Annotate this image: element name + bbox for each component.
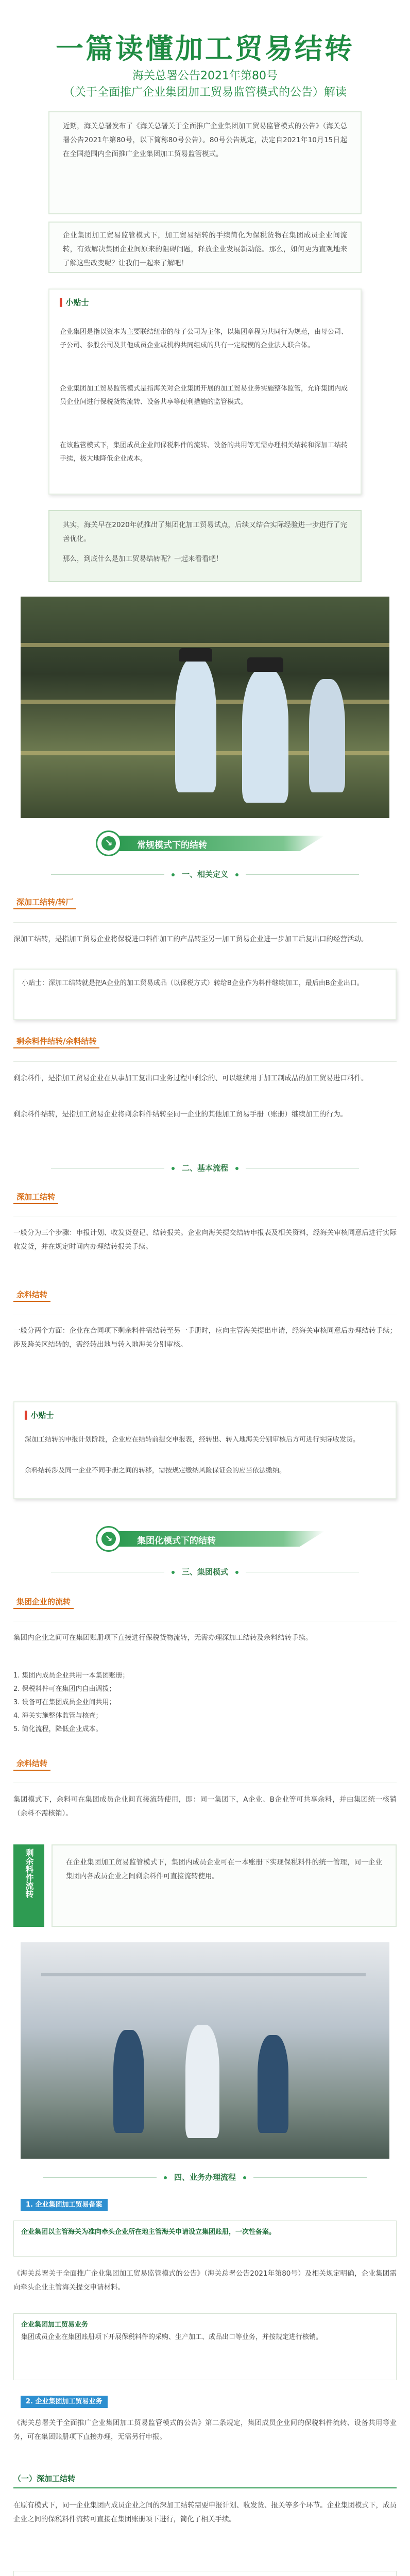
remaining-flow-box <box>52 1844 397 1927</box>
def-remaining-text: 剩余料件，是指加工贸易企业在从事加工复出口业务过程中剩余的、可以继续用于加工制成品的加工贸易进口料件。 <box>13 1074 368 1082</box>
step-1-text: 《海关总署关于全面推广企业集团加工贸易监管模式的公告》（海关总署公告2021年第80号）及相关规定明确，企业集团需向牵头企业主管海关提交申请材料。 <box>13 2269 397 2292</box>
warehouse-photo <box>21 1942 389 2159</box>
label-process-deep: 深加工结转 <box>13 1190 58 1204</box>
deep-processing-tip <box>13 969 397 1020</box>
step-3-text: 在原有模式下，同一企业集团内成员企业之间的深加工结转需要申报计划、收发货、报关等多个环节。企业集团模式下，成员企业之间的保税料件流转可直接在集团账册项下进行，简化了相关手续。 <box>13 2501 397 2523</box>
tips-heading: ▍小贴士 <box>60 298 89 307</box>
subtitle-line-2: （关于全面推广企业集团加工贸易监管模式的公告）解读 <box>63 86 347 99</box>
group-list-item: 4. 海关实施整体监管与核查； <box>13 1712 102 1720</box>
group-remaining-text: 集团模式下，余料可在集团成员企业间直接流转使用，即：同一集团下，A企业、B企业等可共享余料，并由集团统一核销（余料不需核销）。 <box>13 1795 397 1818</box>
subsection-definitions: 一、相关定义 <box>0 869 410 879</box>
subtitle-line-1: 海关总署公告2021年第80号 <box>132 70 278 82</box>
intro-box-2 <box>48 222 362 273</box>
section-1-header: ↘ 常规模式下的结转 <box>88 829 324 858</box>
process-deep-text: 一般分为三个步骤：申报计划、收发货登记、结转报关。企业向海关提交结转申报表及相关资料，经海关审核同意后进行实际收发货，并在规定时间内办理结转报关手续。 <box>13 1229 397 1251</box>
step-1-bold-box: 企业集团以主管海关为准向牵头企业所在地主管海关申请设立集团账册，一次性备案。 <box>13 2221 397 2257</box>
bookmark-icon: ▍ <box>25 1411 31 1420</box>
process-tips-box <box>13 1401 397 1499</box>
label-process-remaining: 余料结转 <box>13 1288 50 1302</box>
label-remaining-materials: 剩余料件结转/余料结转 <box>13 1035 99 1048</box>
customs-inspection-photo <box>21 597 389 818</box>
tip-box <box>48 510 362 582</box>
deep-processing-tip-text: 小贴士：深加工结转就是把A企业的加工贸易成品（以保税方式）转给B企业作为料件继续加工，最后由B企业出口。 <box>22 979 364 987</box>
subsection-group-mode: 三、集团模式 <box>0 1566 410 1577</box>
intro-box <box>48 111 362 214</box>
label-group-remaining: 余料结转 <box>13 1757 50 1771</box>
tips-paragraph-3: 在该监管模式下，集团成员企业间保税料件的流转、设备的共用等无需办理相关结转和深加工结转手续，极大地降低企业成本。 <box>60 442 348 463</box>
group-list-item: 1. 集团内成员企业共用一本集团账册； <box>13 1672 129 1680</box>
def-deep-processing-text: 深加工结转，是指加工贸易企业将保税进口料件加工的产品转至另一加工贸易企业进一步加工后复出口的经营活动。 <box>13 935 368 943</box>
step-1-business-box: 企业集团加工贸易业务 集团成员企业在集团账册项下开展保税料件的采购、生产加工、成品出口等业务，并按规定进行核销。 <box>13 2313 397 2380</box>
group-enterprise-text: 集团内企业之间可在集团账册项下直接进行保税货物流转，无需办理深加工结转及余料结转手续。 <box>13 1634 313 1642</box>
step-3-reminder-box <box>13 2571 397 2576</box>
remaining-flow-tag: 剩余料件流转 <box>13 1844 44 1927</box>
process-remaining-text: 一般分两个方面：企业在合同项下剩余料件需结转至另一手册时，应向主管海关提出申请，经海关审核同意后办理结转手续；涉及跨关区结转的，需经转出地与转入地海关分别审核。 <box>13 1327 397 1349</box>
process-tips-p1: 深加工结转的申报计划阶段，企业应在结转前提交申报表，经转出、转入地海关分别审核后方可进行实际收发货。 <box>25 1436 360 1444</box>
intro-text: 近期，海关总署发布了《海关总署关于全面推广企业集团加工贸易监管模式的公告》（海关总署公告2021年第80号，以下简称80号公告）。80号公告规定，决定自2021年10月15日起在全国范围内全面推广企业集团加工贸易监管模式。 <box>63 122 347 158</box>
subsection-basic-process: 二、基本流程 <box>0 1162 410 1173</box>
group-list-item: 3. 设备可在集团成员企业间共用； <box>13 1699 116 1706</box>
page-title: 一篇读懂加工贸易结转 <box>56 32 354 65</box>
section-1-icon: ↘ <box>101 836 116 851</box>
step-2-text: 《海关总署关于全面推广企业集团加工贸易监管模式的公告》第二条规定，集团成员企业间的保税料件流转、设备共用等业务，可在集团账册项下直接办理，无需另行申报。 <box>13 2419 397 2441</box>
intro-text-2: 企业集团加工贸易监管模式下，加工贸易结转的手续简化为保税货物在集团成员企业间流转，有效解决集团企业间原来的阻碍问题，释放企业发展新动能。那么，如何更为直观地来了解这些改变呢？让我们一起来了解吧！ <box>63 231 347 267</box>
remaining-flow-text: 在企业集团加工贸易监管模式下，集团内成员企业可在一本账册下实现保税料件的统一管理，同一企业集团内各成员企业之间剩余料件可直接流转使用。 <box>66 1858 382 1880</box>
label-group-enterprise: 集团企业的流转 <box>13 1595 74 1609</box>
process-tips-heading: ▍小贴士 <box>25 1411 54 1420</box>
tip-text-2: 那么，到底什么是加工贸易结转呢？一起来看看吧！ <box>63 555 223 563</box>
subsection-business-process: 四、业务办理流程 <box>0 2172 410 2182</box>
step-2-label: 2. 企业集团加工贸易业务 <box>21 2396 108 2408</box>
tips-paragraph-2: 企业集团加工贸易监管模式是指海关对企业集团开展的加工贸易业务实施整体监管，允许集团内成员企业间进行保税货物流转、设备共享等便利措施的监管模式。 <box>60 385 348 406</box>
tips-box <box>48 289 362 495</box>
group-list-item: 5. 简化流程，降低企业成本。 <box>13 1725 102 1733</box>
step-3-heading: （一）深加工结转 <box>13 2473 397 2488</box>
tips-paragraph-1: 企业集团是指以资本为主要联结纽带的母子公司为主体，以集团章程为共同行为规范，由母公司、子公司、参股公司及其他成员企业或机构共同组成的具有一定规模的企业法人联合体。 <box>60 328 348 349</box>
bookmark-icon: ▍ <box>60 298 66 307</box>
step-1-label: 1. 企业集团加工贸易备案 <box>21 2199 108 2211</box>
group-enterprise-list <box>13 1669 397 1736</box>
tip-text: 其实，海关早在2020年就推出了集团化加工贸易试点，后续又结合实际经验进一步进行了完善优化。 <box>63 521 347 543</box>
section-2-icon: ↘ <box>101 1532 116 1546</box>
def-remaining-text-2: 剩余料件结转，是指加工贸易企业将剩余料件结转至同一企业的其他加工贸易手册（账册）继续加工的行为。 <box>13 1110 347 1118</box>
section-2-header: ↘ 集团化模式下的结转 <box>88 1525 324 1554</box>
process-tips-p2: 余料结转涉及同一企业不同手册之间的转移，需按规定缴纳风险保证金的应当依法缴纳。 <box>25 1467 286 1475</box>
label-deep-processing: 深加工结转/转厂 <box>13 895 76 909</box>
group-list-item: 2. 保税料件可在集团内自由调拨； <box>13 1685 116 1693</box>
